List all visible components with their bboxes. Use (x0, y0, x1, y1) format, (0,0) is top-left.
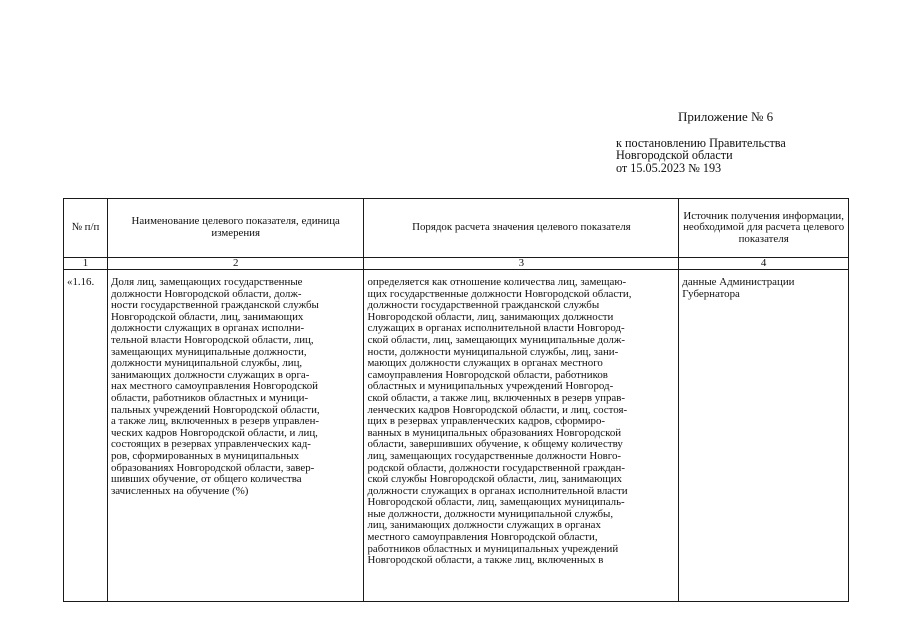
calculation-method-line: мающих должности служащих в органах местного (367, 357, 603, 370)
calculation-method-line: щих в резервах управленческих кадров, сформиро- (367, 415, 606, 428)
calculation-method-line: Новгородской области, а также лиц, включенных в (367, 554, 604, 567)
appendix-title: Приложение № 6 (678, 109, 774, 124)
table-row (64, 270, 849, 602)
indicator-name-line: тельной власти Новгородской области, лиц, (110, 333, 314, 346)
indicator-name-text (111, 277, 361, 497)
indicator-name-cell (107, 270, 364, 602)
calculation-method-line: определяется как отношение количества лиц, замещаю- (367, 276, 627, 288)
calculation-method-line: работников областных и муниципальных учреждений (367, 542, 619, 555)
indicator-name-line: Новгородской области, лиц, занимающих (110, 310, 304, 323)
calculation-method-line: родской области, должности государственной граждан- (367, 461, 625, 474)
calculation-method-text (367, 277, 675, 567)
calculation-method-line: должности государственной гражданской службы (367, 299, 600, 312)
col-number-2: 2 (107, 258, 364, 270)
col-number-4: 4 (679, 258, 849, 270)
calculation-method-line: щих государственные должности Новгородской области, (367, 287, 632, 300)
column-numbers-row (64, 258, 849, 270)
calculation-method-line: ные должности, должности муниципальной службы, (367, 507, 614, 520)
appendix-line-2: Новгородской области (616, 148, 733, 162)
indicator-name-line: ческих кадров Новгородской области, и лиц, (110, 426, 318, 439)
calculation-method-line: областных и муниципальных учреждений Новгород- (367, 380, 614, 393)
calculation-method-line: области, завершивших обучение, к общему количеству (367, 438, 623, 451)
col-header-source: Источник получения информации, необходимой для расчета целевого показателя (679, 199, 849, 258)
col-number-1: 1 (64, 258, 108, 270)
indicator-name-line: ров, сформированных в муниципальных (110, 449, 300, 462)
data-source-line: данные Администрации (682, 276, 795, 288)
calculation-method-line: лиц, занимающих должности служащих в органах (367, 519, 601, 532)
calculation-method-line: ской службы Новгородской области, лиц, занимающих (367, 473, 622, 486)
appendix-header (616, 111, 856, 174)
data-source-line: Губернатора (682, 287, 740, 300)
calculation-method-line: местного самоуправления Новгородской области, (367, 531, 598, 544)
calculation-method-line: самоуправления Новгородской области, работников (367, 368, 608, 381)
data-source-text (682, 277, 845, 300)
indicator-name-line: пальных учреждений Новгородской области, (110, 403, 320, 416)
calculation-method-line: ской области, а также лиц, включенных в резерв управ- (367, 391, 626, 404)
calculation-method-line: служащих в органах исполнительной власти Новгород- (367, 322, 625, 335)
indicator-name-line: а также лиц, включенных в резерв управлен- (110, 415, 320, 428)
col-header-method: Порядок расчета значения целевого показателя (364, 199, 679, 258)
indicator-name-line: занимающих должности служащих в орга- (110, 368, 310, 381)
indicator-name-line: нах местного самоуправления Новгородской (110, 380, 318, 393)
indicator-name-line: ности государственной гражданской службы (110, 299, 319, 312)
indicator-name-line: области, работников областных и муници- (110, 391, 309, 404)
calculation-method-cell (364, 270, 679, 602)
indicator-name-line: зачисленных на обучение (%) (110, 484, 249, 497)
indicator-name-line: Доля лиц, замещающих государственные (110, 276, 303, 288)
indicator-name-line: должности муниципальной службы, лиц, (110, 357, 303, 370)
calculation-method-line: лиц, замещающих государственные должности Новго- (367, 449, 622, 462)
calculation-method-line: ской области, лиц, замещающих муниципальные долж- (367, 333, 625, 346)
calculation-method-line: Новгородской области, лиц, занимающих должности (367, 310, 614, 323)
row-number: «1.16. (64, 270, 108, 602)
indicator-name-line: образованиях Новгородской области, завер- (110, 461, 315, 474)
indicator-name-line: состоящих в резервах управленческих кад- (110, 438, 311, 451)
calculation-method-line: Новгородской области, лиц, замещающих муниципаль- (367, 496, 625, 509)
appendix-line-3: от 15.05.2023 № 193 (616, 160, 722, 175)
col-header-number: № п/п (64, 199, 108, 258)
calculation-method-line: ности, должности муниципальной службы, лиц, зани- (367, 345, 619, 358)
data-source-cell (679, 270, 849, 602)
calculation-method-line: ленческих кадров Новгородской области, и лиц, состоя- (367, 403, 628, 416)
indicator-name-line: шивших обучение, от общего количества (110, 473, 302, 486)
appendix-line-1: к постановлению Правительства (616, 135, 786, 150)
col-number-3: 3 (364, 258, 679, 270)
indicator-name-line: замещающих муниципальные должности, (110, 345, 307, 358)
indicator-name-line: должности Новгородской области, долж- (110, 287, 302, 300)
indicators-table (63, 198, 849, 602)
calculation-method-line: должности служащих в органах исполнительной власти (367, 484, 628, 497)
col-header-name: Наименование целевого показателя, единица измерения (107, 199, 364, 258)
table-header-row (64, 199, 849, 258)
calculation-method-line: ванных в муниципальных образованиях Новгородской (367, 426, 622, 439)
indicator-name-line: должности служащих в органах исполни- (110, 322, 305, 335)
